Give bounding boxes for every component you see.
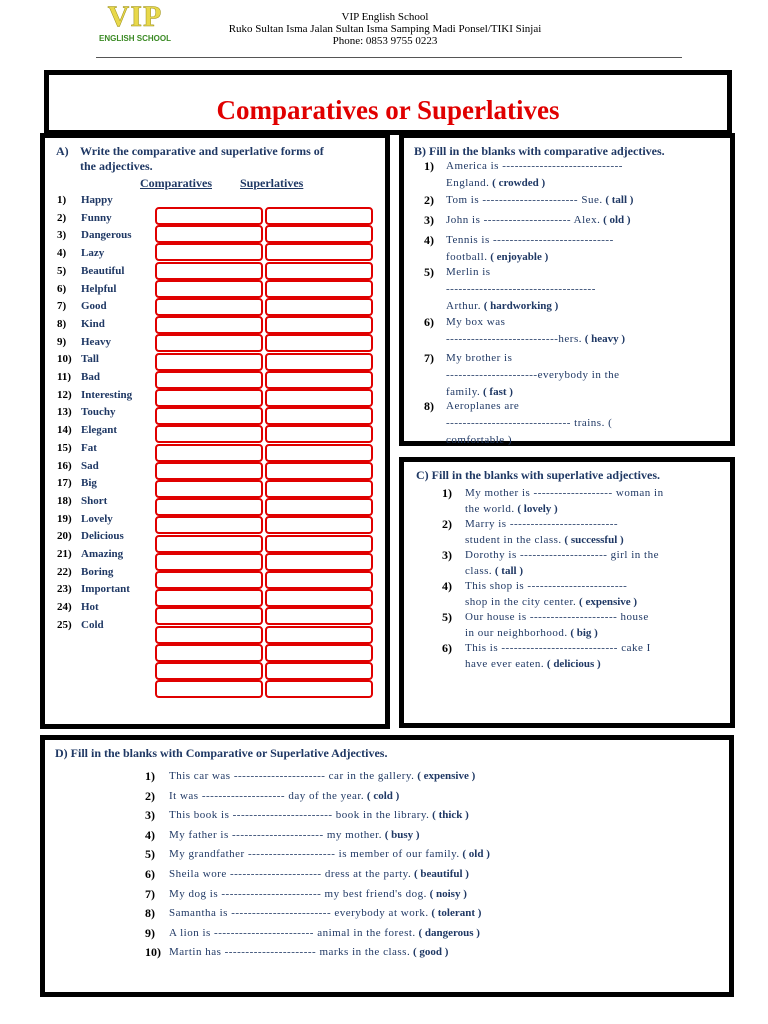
exercise-line [446, 160, 623, 172]
answer-hint: ( enjoyable ) [490, 251, 549, 263]
superlative-answer-box[interactable] [265, 407, 373, 425]
comparative-answer-box[interactable] [155, 225, 263, 243]
superlative-answer-box[interactable] [265, 498, 373, 516]
adjective-item [57, 265, 124, 283]
item-number: 22) [57, 565, 72, 578]
comparative-answer-box[interactable] [155, 353, 263, 371]
item-number: 6) [145, 867, 155, 881]
exercise-line [465, 596, 637, 608]
superlative-answer-box[interactable] [265, 516, 373, 534]
adjective-word: Funny [81, 211, 112, 224]
exercise-line [169, 907, 481, 919]
adjective-word: Kind [81, 317, 105, 330]
adjective-item [57, 229, 132, 247]
item-number: 4) [442, 579, 452, 593]
adjective-item [57, 442, 97, 460]
item-number: 12) [57, 388, 72, 401]
exercise-line [465, 565, 523, 577]
item-number: 4) [424, 233, 434, 247]
adjective-item [57, 548, 123, 566]
adjective-word: Sad [81, 459, 99, 472]
item-number: 15) [57, 441, 72, 454]
superlative-answer-box[interactable] [265, 353, 373, 371]
section-d-heading: D) Fill in the blanks with Comparative or Superlative Adjectives. [55, 746, 388, 760]
title-box [44, 70, 732, 135]
comparative-answer-box[interactable] [155, 334, 263, 352]
item-number: 1) [424, 159, 434, 173]
item-number: 4) [57, 247, 67, 260]
adjective-item [57, 477, 97, 495]
school-logo [96, 0, 174, 46]
item-number: 10) [57, 353, 72, 366]
item-number: 6) [442, 641, 452, 655]
line-text: student in the class. [465, 533, 562, 546]
answer-hint: ( good ) [412, 946, 449, 959]
answer-hint: ( expensive ) [417, 770, 476, 782]
adjective-word: Elegant [81, 424, 118, 437]
line-text: football. [446, 251, 488, 263]
exercise-line [465, 518, 618, 530]
item-number: 6) [424, 315, 434, 329]
adjective-item [57, 353, 99, 371]
answer-hint: ( delicious ) [546, 657, 601, 670]
line-text: Merlin is [446, 266, 491, 278]
exercise-line [446, 251, 548, 263]
comparative-answer-box[interactable] [155, 498, 263, 516]
adjective-word: Lovely [81, 512, 113, 525]
exercise-line [446, 194, 633, 206]
adjective-word: Lazy [81, 247, 105, 260]
comparative-answer-box[interactable] [155, 425, 263, 443]
item-number: 18) [57, 494, 72, 507]
section-a-heading [56, 144, 376, 174]
exercise-line [465, 580, 627, 592]
adjective-item [57, 619, 104, 637]
exercise-line [465, 549, 659, 561]
line-text: class. [465, 564, 493, 577]
comparative-answer-box[interactable] [155, 462, 263, 480]
adjective-word: Cold [81, 618, 104, 631]
adjective-item [57, 601, 99, 619]
item-number: 5) [145, 847, 155, 862]
item-number: 19) [57, 512, 72, 525]
line-text: A lion is ------------------------ animal in the forest. [169, 926, 416, 939]
adjective-word: Heavy [81, 335, 111, 348]
comparative-answer-box[interactable] [155, 371, 263, 389]
item-number: 8) [424, 399, 434, 413]
item-number: 24) [57, 601, 72, 614]
adjective-word: Short [81, 494, 108, 507]
exercise-line [446, 266, 491, 278]
item-number: 2) [57, 211, 67, 224]
logo-subtext: ENGLISH SCHOOL [98, 34, 171, 43]
answer-hint: ( tall ) [605, 194, 634, 206]
superlative-answer-box[interactable] [265, 425, 373, 443]
exercise-line [446, 234, 614, 246]
superlative-answer-box[interactable] [265, 225, 373, 243]
comparative-answer-box[interactable] [155, 298, 263, 316]
section-a-prefix: A) [56, 144, 69, 158]
answer-hint: ( dangerous ) [418, 926, 480, 939]
section-a [40, 133, 390, 729]
comparative-answer-box[interactable] [155, 607, 263, 625]
line-text: America is ----------------------------- [446, 160, 623, 172]
adjective-word: Happy [81, 194, 113, 206]
item-number: 14) [57, 424, 72, 437]
answer-hint: ( old ) [462, 848, 490, 861]
line-text: ----------------------everybody in the [446, 369, 620, 381]
answer-hint: ( big ) [570, 626, 598, 639]
adjective-item [57, 406, 115, 424]
line-text: My brother is [446, 352, 513, 364]
item-number: 5) [57, 264, 67, 277]
superlative-answer-box[interactable] [265, 444, 373, 462]
comparative-answer-box[interactable] [155, 280, 263, 298]
superlative-answer-box[interactable] [265, 334, 373, 352]
comparative-answer-box[interactable] [155, 553, 263, 571]
line-text: Samantha is ------------------------ everybody at work. [169, 907, 429, 920]
item-number: 1) [145, 769, 155, 783]
exercise-line [465, 611, 649, 623]
adjective-item [57, 495, 107, 513]
item-number: 9) [145, 925, 155, 940]
exercise-line [446, 386, 513, 398]
line-text: My dog is ------------------------ my best friend's dog. [169, 887, 427, 900]
item-number: 23) [57, 583, 72, 596]
line-text: shop in the city center. [465, 595, 577, 608]
superlative-answer-box[interactable] [265, 644, 373, 662]
item-number: 3) [145, 808, 155, 823]
section-a-heading-text: Write the comparative and superlative forms of [80, 144, 324, 158]
line-text: in our neighborhood. [465, 626, 568, 639]
comparatives-header: Comparatives [140, 176, 212, 190]
exercise-line [446, 214, 631, 226]
item-number: 6) [57, 282, 67, 295]
exercise-line [465, 627, 598, 639]
answer-hint: ( tolerant ) [431, 907, 482, 920]
adjective-word: Big [81, 477, 97, 490]
adjective-item [57, 212, 112, 230]
school-phone: Phone: 0853 9755 0223 [332, 35, 438, 47]
comparative-answer-box[interactable] [155, 389, 263, 407]
adjective-item [57, 513, 113, 531]
adjective-word: Amazing [81, 548, 124, 560]
logo-text: VIP [107, 0, 163, 33]
superlative-answer-box[interactable] [265, 207, 373, 225]
exercise-line [169, 809, 469, 821]
comparative-answer-box[interactable] [155, 662, 263, 680]
superlative-answer-box[interactable] [265, 680, 373, 698]
adjective-word: Hot [81, 601, 99, 614]
answer-hint: ( busy ) [384, 828, 420, 841]
section-b [399, 133, 735, 446]
answer-hint: ( cold ) [366, 789, 400, 802]
comparative-answer-box[interactable] [155, 316, 263, 334]
adjective-word: Dangerous [81, 229, 132, 242]
item-number: 9) [57, 335, 67, 348]
adjective-item [57, 583, 130, 601]
line-text: Martin has ---------------------- marks in the class. [169, 946, 411, 959]
item-number: 8) [145, 906, 155, 921]
comparative-answer-box[interactable] [155, 680, 263, 698]
adjective-word: Boring [81, 565, 114, 578]
line-text: My mother is ------------------- woman in [465, 487, 664, 499]
item-number: 7) [145, 886, 155, 901]
exercise-line [465, 503, 558, 515]
superlative-answer-box[interactable] [265, 298, 373, 316]
item-number: 13) [57, 406, 72, 419]
superlative-answer-box[interactable] [265, 371, 373, 389]
line-text: Sheila wore ---------------------- dress at the party. [169, 868, 412, 880]
line-text: My father is ---------------------- my mother. [169, 828, 382, 841]
comparative-answer-box[interactable] [155, 207, 263, 225]
exercise-line [169, 888, 467, 900]
comparative-answer-box[interactable] [155, 262, 263, 280]
comparative-answer-box[interactable] [155, 644, 263, 662]
superlative-answer-box[interactable] [265, 280, 373, 298]
exercise-line [465, 534, 624, 546]
item-number: 8) [57, 317, 67, 330]
adjective-word: Helpful [81, 282, 117, 295]
line-text: England. [446, 177, 490, 189]
adjective-item [57, 530, 124, 548]
comparative-answer-box[interactable] [155, 516, 263, 534]
exercise-line [446, 300, 558, 312]
item-number: 4) [145, 827, 155, 842]
answer-hint: ( hardworking ) [483, 300, 559, 312]
item-number: 2) [424, 193, 434, 207]
item-number: 17) [57, 477, 72, 490]
line-text: Tennis is ----------------------------- [446, 234, 614, 246]
adjective-item [57, 318, 105, 336]
line-text: ---------------------------hers. [446, 333, 582, 345]
answer-hint: ( crowded ) [492, 177, 546, 189]
exercise-line [465, 642, 651, 654]
item-number: 21) [57, 548, 72, 560]
school-name: VIP English School [341, 11, 429, 23]
item-number: 3) [442, 548, 452, 562]
page-title: Comparatives or Superlatives [216, 95, 560, 125]
school-info [180, 11, 590, 47]
item-number: 11) [57, 371, 72, 383]
answer-hint: ( noisy ) [429, 887, 467, 900]
adjective-word: Interesting [81, 388, 133, 401]
exercise-line [169, 946, 448, 958]
superlative-answer-box[interactable] [265, 316, 373, 334]
superlative-answer-box[interactable] [265, 626, 373, 644]
superlative-answer-box[interactable] [265, 662, 373, 680]
superlative-answer-box[interactable] [265, 243, 373, 261]
adjective-item [57, 247, 104, 265]
comparative-answer-box[interactable] [155, 444, 263, 462]
item-number: 5) [442, 610, 452, 624]
comparative-answer-box[interactable] [155, 626, 263, 644]
item-number: 1) [442, 486, 452, 500]
answer-hint: ( beautiful ) [413, 868, 469, 880]
adjective-item [57, 389, 132, 407]
exercise-line [169, 848, 490, 860]
item-number: 2) [442, 517, 452, 531]
line-text: Our house is --------------------- house [465, 611, 649, 623]
superlatives-header: Superlatives [240, 176, 304, 190]
comparative-answer-box[interactable] [155, 480, 263, 498]
line-text: It was -------------------- day of the year. [169, 789, 365, 802]
item-number: 3) [424, 213, 434, 227]
adjective-item [57, 566, 113, 584]
comparative-answer-box[interactable] [155, 243, 263, 261]
item-number: 25) [57, 618, 72, 631]
comparative-answer-box[interactable] [155, 407, 263, 425]
section-d [40, 735, 734, 997]
section-c [399, 457, 735, 728]
exercise-line [169, 927, 480, 939]
superlative-answer-box[interactable] [265, 607, 373, 625]
item-number: 20) [57, 530, 72, 543]
superlative-answer-box[interactable] [265, 553, 373, 571]
adjective-item [57, 283, 116, 301]
line-text: Tom is ----------------------- Sue. [446, 194, 603, 206]
superlative-answer-box[interactable] [265, 262, 373, 280]
item-number: 3) [57, 229, 67, 242]
adjective-word: Tall [81, 353, 99, 366]
line-text: ------------------------------ trains. ( [446, 417, 613, 429]
exercise-line [446, 400, 519, 412]
line-text: This is ---------------------------- cake I [465, 642, 651, 654]
superlative-answer-box[interactable] [265, 462, 373, 480]
superlative-answer-box[interactable] [265, 389, 373, 407]
answer-hint: ( old ) [603, 214, 631, 226]
section-a-heading-text-2: the adjectives. [80, 159, 153, 173]
adjective-word: Good [81, 300, 107, 313]
item-number: 7) [57, 300, 67, 313]
adjective-word: Fat [81, 441, 97, 454]
exercise-line [465, 658, 601, 670]
exercise-line [465, 487, 664, 499]
answer-hint: ( heavy ) [584, 333, 626, 345]
exercise-line [169, 770, 475, 782]
superlative-answer-box[interactable] [265, 535, 373, 553]
item-number: 16) [57, 459, 72, 472]
line-text: This shop is ------------------------ [465, 580, 628, 592]
line-text: This book is ------------------------ book in the library. [169, 809, 430, 822]
line-text: comfortable ) [446, 434, 513, 446]
answer-hint: ( thick ) [432, 809, 469, 822]
answer-hint: ( successful ) [564, 533, 624, 546]
item-number: 7) [424, 351, 434, 365]
adjective-item [57, 194, 113, 212]
line-text: family. [446, 386, 481, 398]
section-b-heading: B) Fill in the blanks with comparative adjectives. [414, 144, 665, 158]
superlative-answer-box[interactable] [265, 480, 373, 498]
adjective-word: Touchy [81, 406, 116, 419]
adjective-word: Delicious [81, 530, 124, 543]
comparative-answer-box[interactable] [155, 535, 263, 553]
line-text: John is --------------------- Alex. [446, 214, 601, 226]
exercise-line [446, 283, 596, 295]
exercise-line [446, 369, 620, 381]
exercise-line [446, 417, 612, 429]
item-number: 1) [57, 194, 67, 206]
exercise-line [169, 829, 420, 841]
adjective-item [57, 371, 100, 389]
answer-hint: ( lovely ) [517, 502, 558, 515]
line-text: the world. [465, 502, 515, 515]
header-divider [96, 57, 682, 58]
adjective-item [57, 300, 107, 318]
item-number: 5) [424, 265, 434, 279]
adjective-word: Beautiful [81, 264, 125, 277]
school-address: Ruko Sultan Isma Jalan Sultan Isma Samping Madi Ponsel/TIKI Sinjai [228, 23, 542, 35]
answer-hint: ( expensive ) [579, 595, 638, 608]
item-number: 2) [145, 788, 155, 803]
section-c-heading: C) Fill in the blanks with superlative adjectives. [416, 468, 661, 482]
line-text: have ever eaten. [465, 657, 545, 670]
adjective-item [57, 336, 111, 354]
superlative-answer-box[interactable] [265, 571, 373, 589]
line-text: Marry is -------------------------- [465, 518, 619, 530]
exercise-line [446, 352, 512, 364]
answer-hint: ( tall ) [494, 564, 523, 577]
item-number: 10) [145, 945, 161, 960]
line-text: Arthur. [446, 300, 481, 312]
comparative-answer-box[interactable] [155, 589, 263, 607]
line-text: ------------------------------------ [446, 283, 596, 295]
exercise-line [446, 316, 505, 328]
exercise-line [169, 868, 469, 880]
superlative-answer-box[interactable] [265, 589, 373, 607]
line-text: My grandfather --------------------- is member of our family. [169, 848, 460, 861]
line-text: Dorothy is --------------------- girl in the [465, 549, 659, 561]
exercise-line [446, 434, 512, 446]
adjective-word: Important [81, 583, 130, 596]
answer-hint: ( fast ) [483, 386, 513, 398]
comparative-answer-box[interactable] [155, 571, 263, 589]
exercise-line [169, 790, 399, 802]
adjective-word: Bad [81, 371, 100, 383]
exercise-line [446, 333, 625, 345]
line-text: This car was ---------------------- car in the gallery. [169, 770, 415, 782]
adjective-item [57, 424, 117, 442]
line-text: My box was [446, 316, 506, 328]
line-text: Aeroplanes are [446, 400, 520, 412]
adjective-item [57, 460, 99, 478]
exercise-line [446, 177, 545, 189]
